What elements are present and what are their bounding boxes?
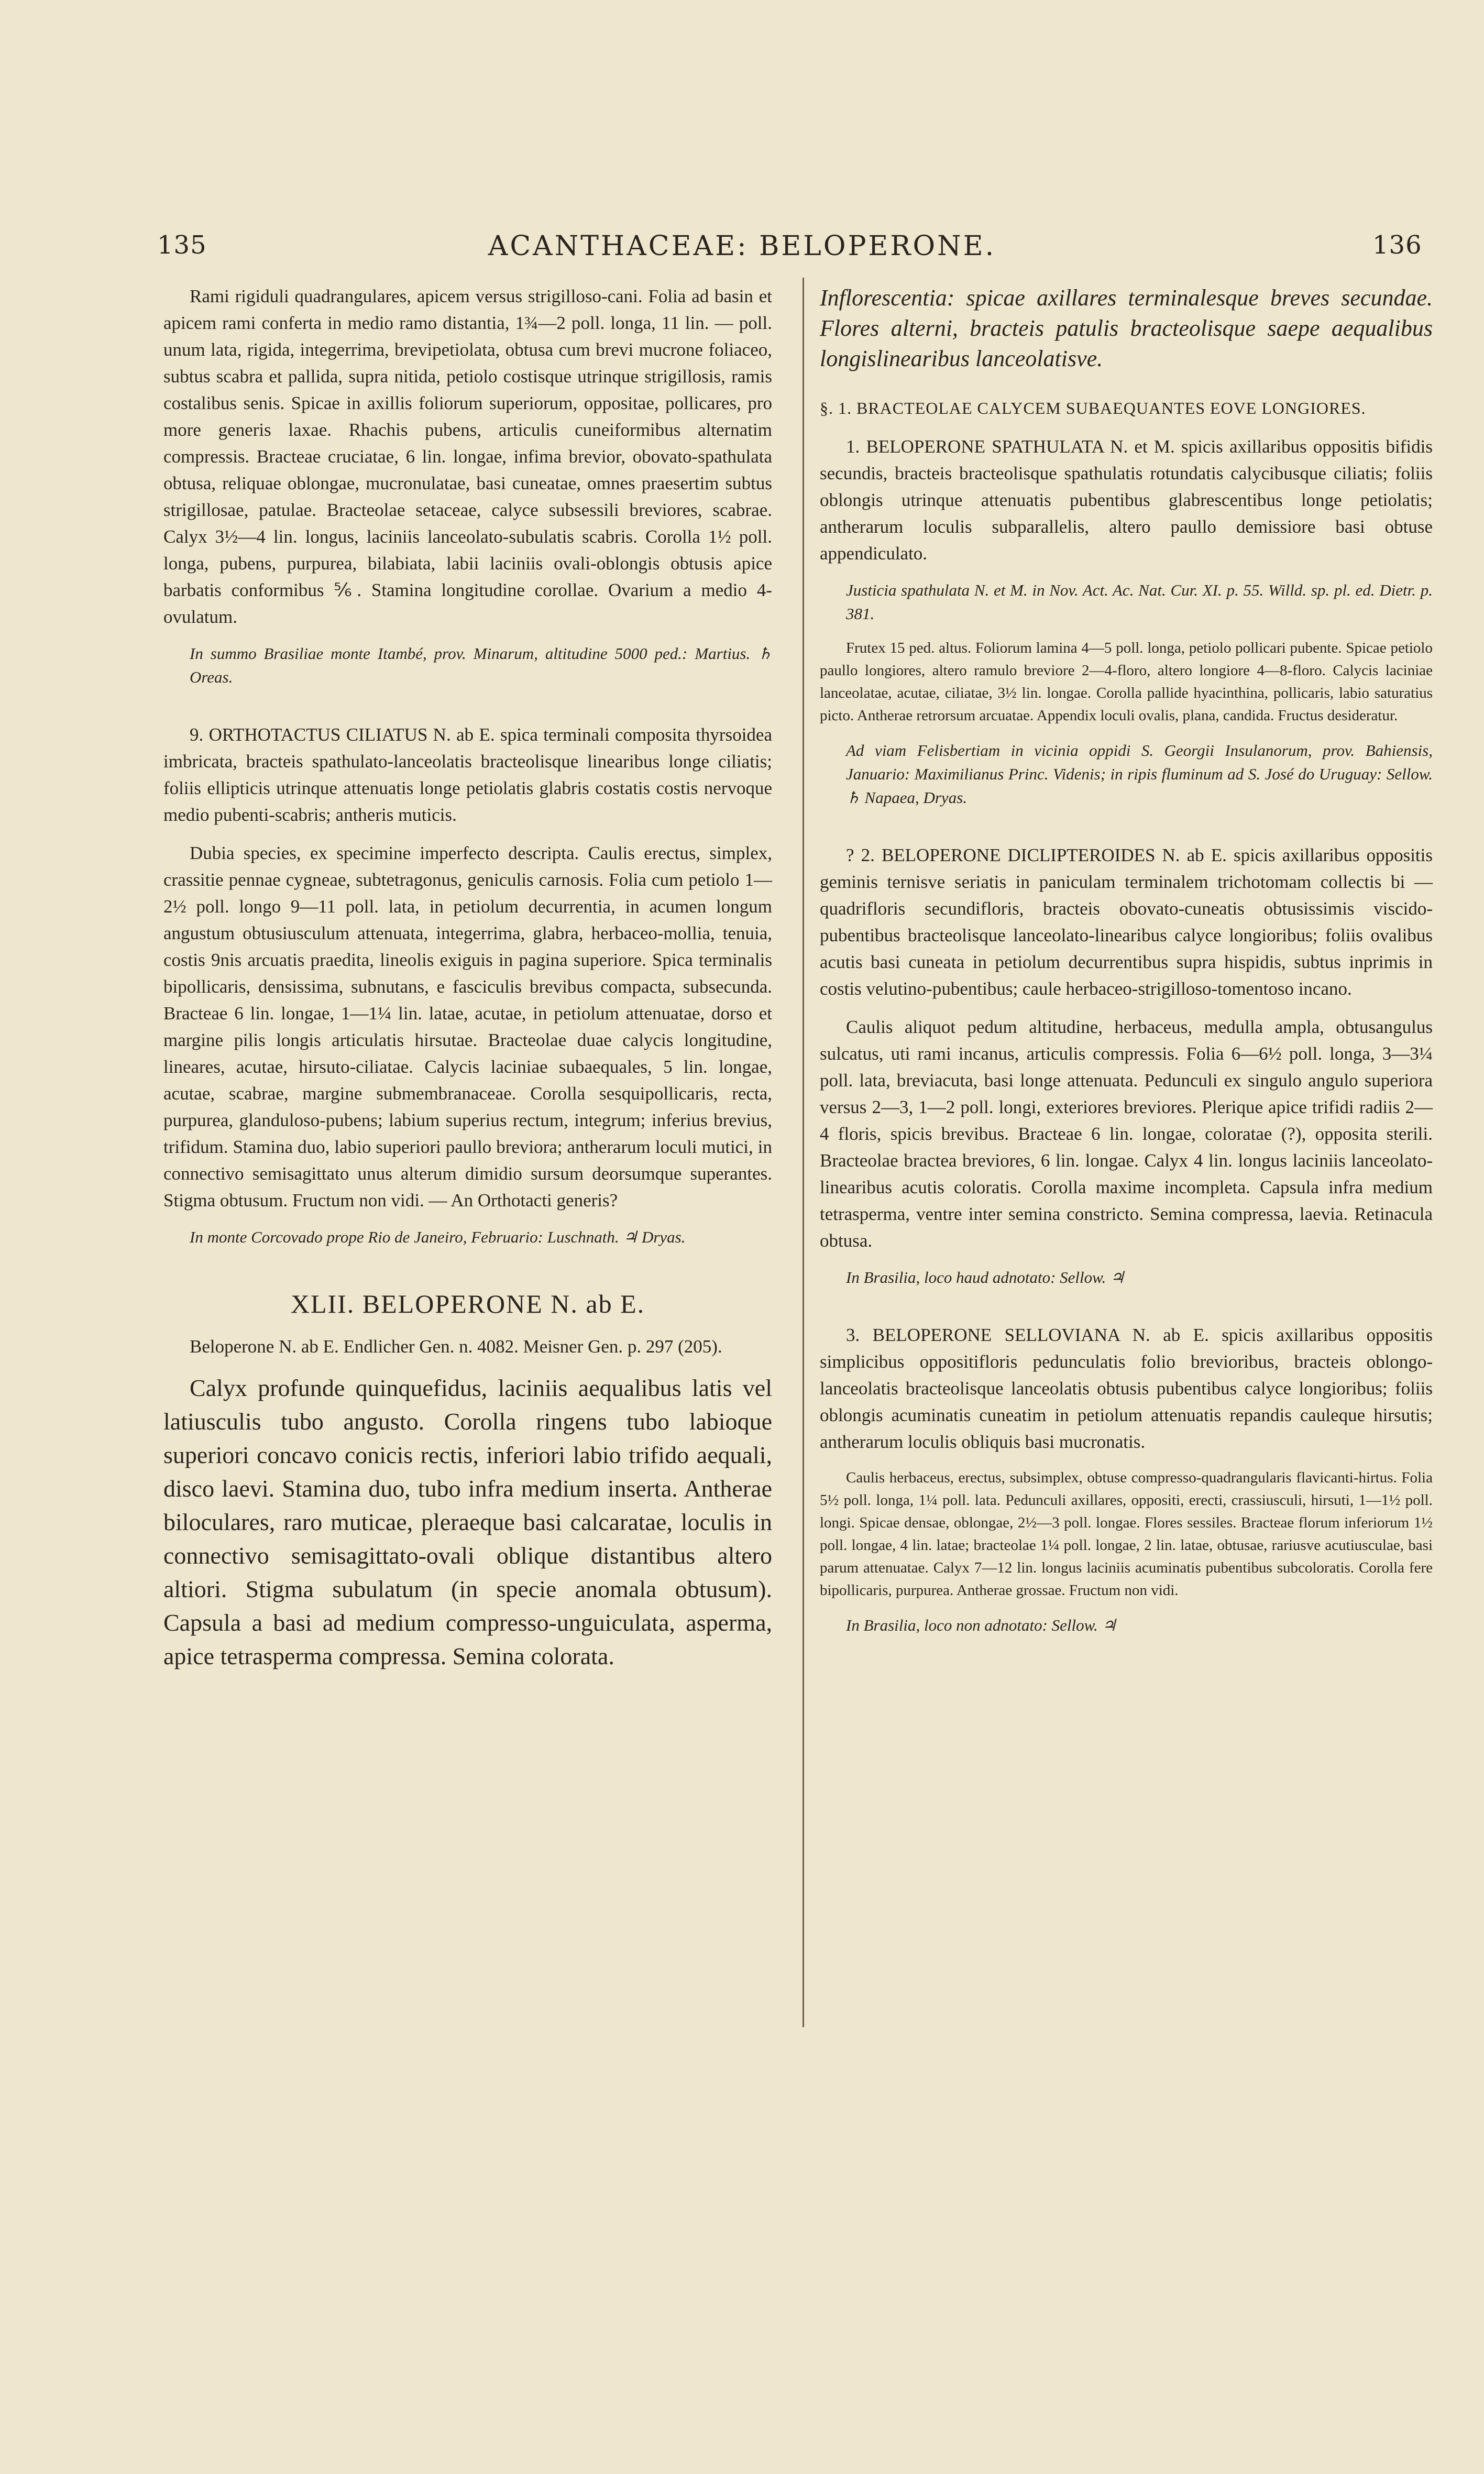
species-diagnosis: 1. BELOPERONE SPATHULATA N. et M. spicis axillaribus oppositis bifidis secundis, bracteis bracteolisque spathulatis rotundatis calycibusque ciliatis; foliis oblongis utrinque attenuatis pubentibus glabrescentibus longe petiolatis; antherarum loculis subparallelis, altero paullo demissiore basi obtuse appendiculato. [820,436,1433,564]
section-heading: §. 1. BRACTEOLAE CALYCEM SUBAEQUANTES EOVE LONGIORES. [820,399,1366,417]
genus-heading: XLII. BELOPERONE N. ab E. [290,1289,645,1318]
locality-citation: Ad viam Felisbertiam in vicinia oppidi S. Georgii Insulanorum, prov. Bahiensis, Januario: Maximilianus Princ. Videnis; in ripis fluminum ad S. José do Uruguay: Sellow. ♄ Napaea, Dryas. [846,741,1433,807]
species-diagnosis: ? 2. BELOPERONE DICLIPTEROIDES N. ab E. spicis axillaribus oppositis geminis ternisve seriatis in paniculam terminalem trichotomam collectis bi — quadrifloris secundifloris, bracteis obovato-cuneatis obtusissimis viscido-pubentibus bracteolisque lanceolato-linearibus calyce longioribus; foliis ovalibus acutis basi cuneata in petiolum decurrentibus supra hispidis, subtus inprimis in costis velutino-pubentibus; caule herbaceo-strigilloso-tomentoso incano. [820,845,1433,999]
genus-reference: Beloperone N. ab E. Endlicher Gen. n. 4082. Meisner Gen. p. 297 (205). [190,1336,722,1357]
locality-citation: In Brasilia, loco non adnotato: Sellow. ♃ [846,1616,1117,1634]
genus-description: Calyx profunde quinquefidus, laciniis aequalibus latis vel latiusculis tubo angusto. Corolla ringens tubo labioque superiori concavo conicis rectis, inferiori labio trifido aequali, disco laevi. Stamina duo, tubo infra medium inserta. Antherae biloculares, raro muticae, pleraeque basi calcaratae, loculis in connectivo semisagittato-ovali oblique distantibus altero altiori. Stigma subulatum (in specie anomala obtusum). Capsula a basi ad medium compresso-unguiculata, asperma, apice tetrasperma compressa. Semina colorata. [163,1375,772,1669]
species-description: Frutex 15 ped. altus. Foliorum lamina 4—5 poll. longa, petiolo pollicari pubente. Spicae petiolo paullo longiores, altero ramulo breviore 2—4-floro, altero longiore 4—8-floro. Calycis laciniae lanceolatae, acutae, ciliatae, 3½ lin. longae. Corolla pallide hyacinthina, pollicaris, labio saturatius picto. Antherae retrorsum arcuatae. Appendix loculi ovalis, plana, candida. Fructus desideratur. [820,640,1433,724]
synonym-reference: Justicia spathulata N. et M. in Nov. Act. Ac. Nat. Cur. XI. p. 55. Willd. sp. pl. ed. Dietr. p. 381. [846,581,1433,623]
inflorescence-note: Inflorescentia: spicae axillares terminalesque breves secundae. Flores alterni, bracteis patulis bracteolisque saepe aequalibus longislinearibus lanceolatisve. [820,285,1433,371]
species-diagnosis: 3. BELOPERONE SELLOVIANA N. ab E. spicis axillaribus oppositis simplicibus oppositifloris pedunculatis folio brevioribus, bracteis oblongo-lanceolatis bracteolisque lanceolatis obtusis pubentibus calyce longioribus; foliis oblongis acuminatis cuneatim in petiolum attenuatis repandis cauleque hirsutis; antherarum loculis obliquis basi mucronatis. [820,1325,1433,1452]
left-column [163,283,772,1685]
locality-citation: In monte Corcovado prope Rio de Janeiro, Februario: Luschnath. ♃ Dryas. [190,1228,686,1246]
species-description: Caulis herbaceus, erectus, subsimplex, obtuse compresso-quadrangularis flavicanti-hirtus. Folia 5½ poll. longa, 1¼ poll. lata. Pedunculi axillares, oppositi, erecti, crassiusculi, hirsuti, 1—1½ poll. longi. Spicae densae, oblongae, 2½—3 poll. longae. Flores sessiles. Bracteae florum inferiorum 1½ poll. longae, 4 lin. latae; bracteolae 1¼ poll. longae, 2 lin. latae, obtusae, rariusve acutiusculae, basi parum attenuatae. Calyx 7—12 lin. longus laciniis acuminatis pubentibus subcoloratis. Corolla fere bipollicaris, purpurea. Antherae grossae. Fructum non vidi. [820,1469,1433,1599]
paragraph: Dubia species, ex specimine imperfecto descripta. Caulis erectus, simplex, crassitie pennae cygneae, subtetragonus, geniculis carnosis. Folia cum petiolo 1—2½ poll. longo 9—11 poll. lata, in petiolum decurrentia, in acumen longum angustum obtusiusculum attenuata, integerrima, glabra, herbaceo-mollia, tenuia, costis 9nis arcuatis praedita, lineolis exiguis in pagina superiore. Spica terminalis bipollicaris, densissima, subnutans, e fasciculis brevibus compacta, subsecunda. Bracteae 6 lin. longae, 1—1¼ lin. latae, acutae, in petiolum attenuatae, dorso et margine pilis longis articulatis hirsutae. Bracteolae duae calycis longitudine, lineares, acutae, hirsuto-ciliatae. Calycis laciniae subaequales, 5 lin. longae, acutae, scabrae, margine submembranaceae. Corolla sesquipollicaris, recta, purpurea, glanduloso-pubens; labium superius rectum, integrum; inferius brevius, trifidum. Stamina duo, labio superiori paullo breviora; antherarum loculi mutici, in connectivo semisagittato unus alterum dimidio sursum deorsumque superantes. Stigma obtusum. Fructum non vidi. — An Orthotacti generis? [163,843,772,1211]
page-number-right: 136 [1372,230,1422,260]
locality-citation: In summo Brasiliae monte Itambé, prov. Minarum, altitudine 5000 ped.: Martius. ♄ Oreas. [190,644,772,686]
right-column [820,283,1433,1648]
page-number-left: 135 [157,230,207,260]
column-divider [803,278,804,2027]
locality-citation: In Brasilia, loco haud adnotato: Sellow. ♃ [846,1268,1125,1287]
species-diagnosis: 9. ORTHOTACTUS CILIATUS N. ab E. spica terminali composita thyrsoidea imbricata, bracteis spathulato-lanceolatis bracteolisque linearibus longe ciliatis; foliis ellipticis utrinque attenuatis longe petiolatis glabris costatis costis nervoque medio pubenti-scabris; antheris muticis. [163,724,772,825]
paragraph: Rami rigiduli quadrangulares, apicem versus strigilloso-cani. Folia ad basin et apicem rami conferta in medio ramo distantia, 1¾—2 poll. longa, 11 lin. — poll. unum lata, rigida, integerrima, brevipetiolata, obtusa cum brevi mucrone foliaceo, subtus scabra et pallida, supra nitida, petiolo costisque utrinque strigillosis, ramis costalibus senis. Spicae in axillis foliorum superiorum, oppositae, pollicares, pro more generis laxae. Rhachis pubens, articulis cuneiformibus alternatim compressis. Bracteae cruciatae, 6 lin. longae, infima brevior, obovato-spathulata obtusa, reliquae oblongae, mucronulatae, basi cuneatae, omnes praesertim subtus strigillosae, patulae. Bracteolae setaceae, calyce subsessili breviores, scabrae. Calyx 3½—4 lin. longus, laciniis lanceolato-subulatis scabris. Corolla 1½ poll. longa, pubens, purpurea, bilabiata, labii laciniis ovali-oblongis obtusis apice barbatis conformibus ⅚. Stamina longitudine corollae. Ovarium a medio 4-ovulatum. [163,286,772,627]
running-title: ACANTHACEAE: BELOPERONE. [488,230,996,262]
species-description: Caulis aliquot pedum altitudine, herbaceus, medulla ampla, obtusangulus sulcatus, uti rami incanus, articulis compressis. Folia 6—6½ poll. longa, 3—3¼ poll. lata, breviacuta, basi longe attenuata. Pedunculi ex singulo angulo superiora versus 2—3, 1—2 poll. longi, exteriores breviores. Plerique apice trifidi radiis 2—4 floris, spicis brevibus. Bracteae 6 lin. longae, coloratae (?), opposita sterili. Bracteolae bractea breviores, 6 lin. longae. Calyx 4 lin. longus laciniis lanceolato-linearibus acutis coloratis. Corolla maxime incompleta. Capsula infra medium tetrasperma, ventre inter semina constricto. Semina compressa, laevia. Retinacula obtusa. [820,1017,1433,1251]
